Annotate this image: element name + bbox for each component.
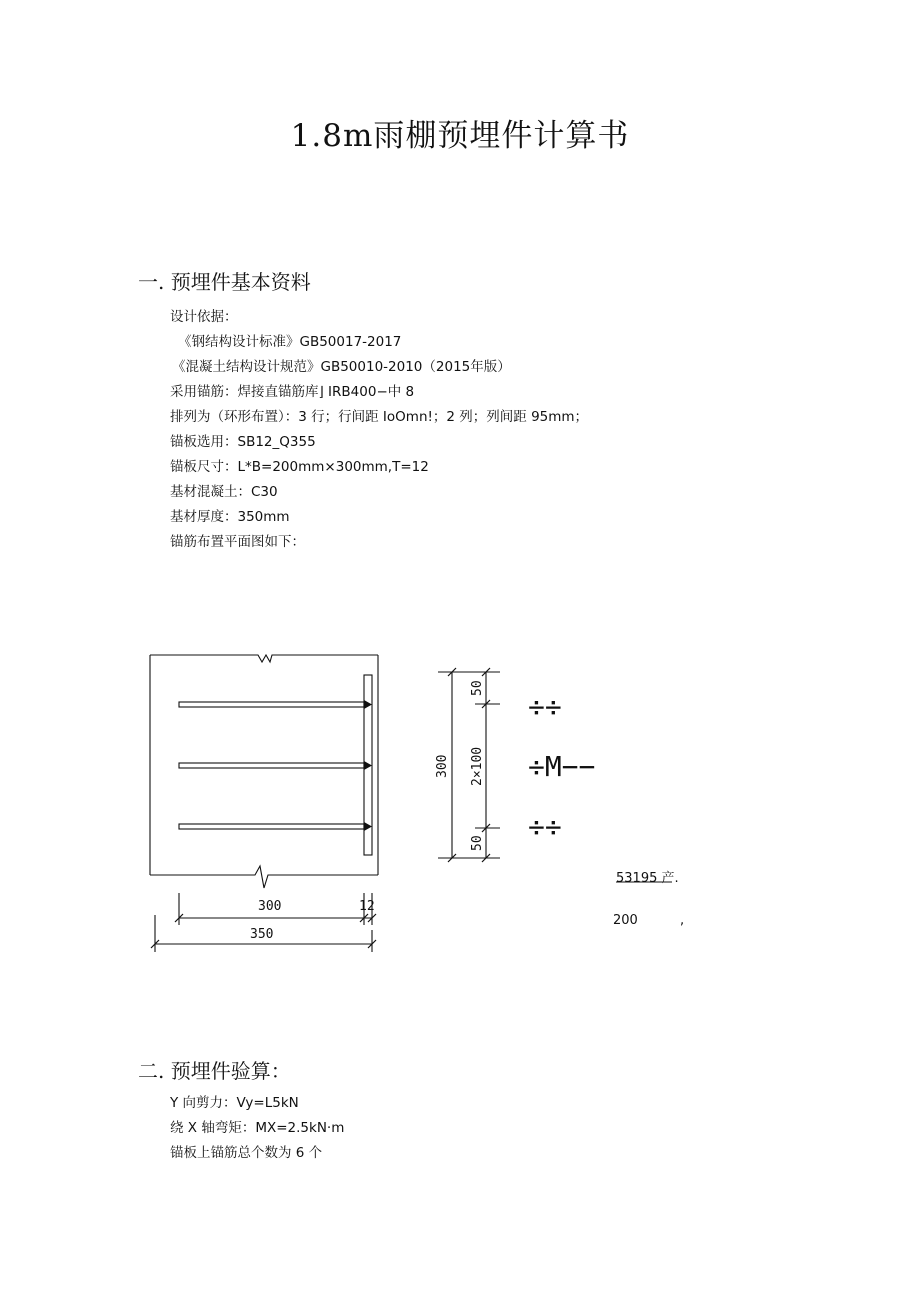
weld-mark-3: [364, 822, 372, 831]
weld-mark-2: [364, 761, 372, 770]
figure-note-3: ,: [680, 913, 685, 928]
section-2-content: [170, 1091, 344, 1166]
section-1-heading: 一. 预埋件基本资料: [138, 270, 311, 294]
concrete-top-break-line: [150, 655, 378, 662]
plate-size: 锚板尺寸：L*B=200mm×300mm,T=12: [170, 459, 429, 475]
anchor-bar-3: [179, 824, 364, 829]
dim-50-top-label: 50: [470, 680, 485, 696]
anchor-bar-2: [179, 763, 364, 768]
dim-350-label: 350: [250, 927, 274, 942]
bar-symbol-row-2: ÷M−−: [528, 750, 596, 783]
standard-steel: 《钢结构设计标准》GB50017-2017: [178, 334, 402, 350]
weld-mark-1: [364, 700, 372, 709]
bar-symbol-row-3: ÷÷: [528, 810, 562, 843]
anchor-count: 锚板上锚筋总个数为 6 个: [170, 1145, 323, 1161]
shear-force: Y 向剪力：Vy=L5kN: [170, 1095, 299, 1111]
layout-intro: 锚筋布置平面图如下：: [170, 534, 305, 550]
dim-300-vertical-label: 300: [435, 754, 450, 778]
bar-symbol-row-1: ÷÷: [528, 690, 562, 723]
base-thickness: 基材厚度：350mm: [170, 509, 290, 525]
dim-2x100-label: 2×100: [470, 746, 485, 786]
arrangement-spec: 排列为（环形布置）：3 行；行间距 IoOmn!；2 列；列间距 95mm；: [170, 409, 589, 425]
figure-note-1: 53195 产.: [616, 871, 679, 886]
section-2-heading: 二. 预埋件验算：: [138, 1059, 291, 1083]
concrete-bottom-break-line: [150, 866, 378, 888]
anchor-bar-spec: 采用锚筋：焊接直锚筋库⌋ IRB400−中 8: [170, 384, 415, 400]
bending-moment: 绕 X 轴弯矩：MX=2.5kN·m: [170, 1120, 345, 1136]
base-concrete: 基材混凝土：C30: [170, 484, 278, 500]
dim-50-bottom-label: 50: [470, 835, 485, 851]
anchor-bar-1: [179, 702, 364, 707]
standard-concrete: 《混凝土结构设计规范》GB50010-2010（2015年版）: [172, 359, 511, 375]
dim-300-bottom-label: 300: [258, 899, 282, 914]
figure-note-2: 200: [613, 913, 638, 928]
document-title: 1.8m雨棚预埋件计算书: [290, 118, 630, 154]
dim-12-label: 12: [359, 899, 375, 914]
design-basis-label: 设计依据：: [170, 309, 238, 325]
plate-selection: 锚板选用：SB12_Q355: [170, 434, 316, 450]
